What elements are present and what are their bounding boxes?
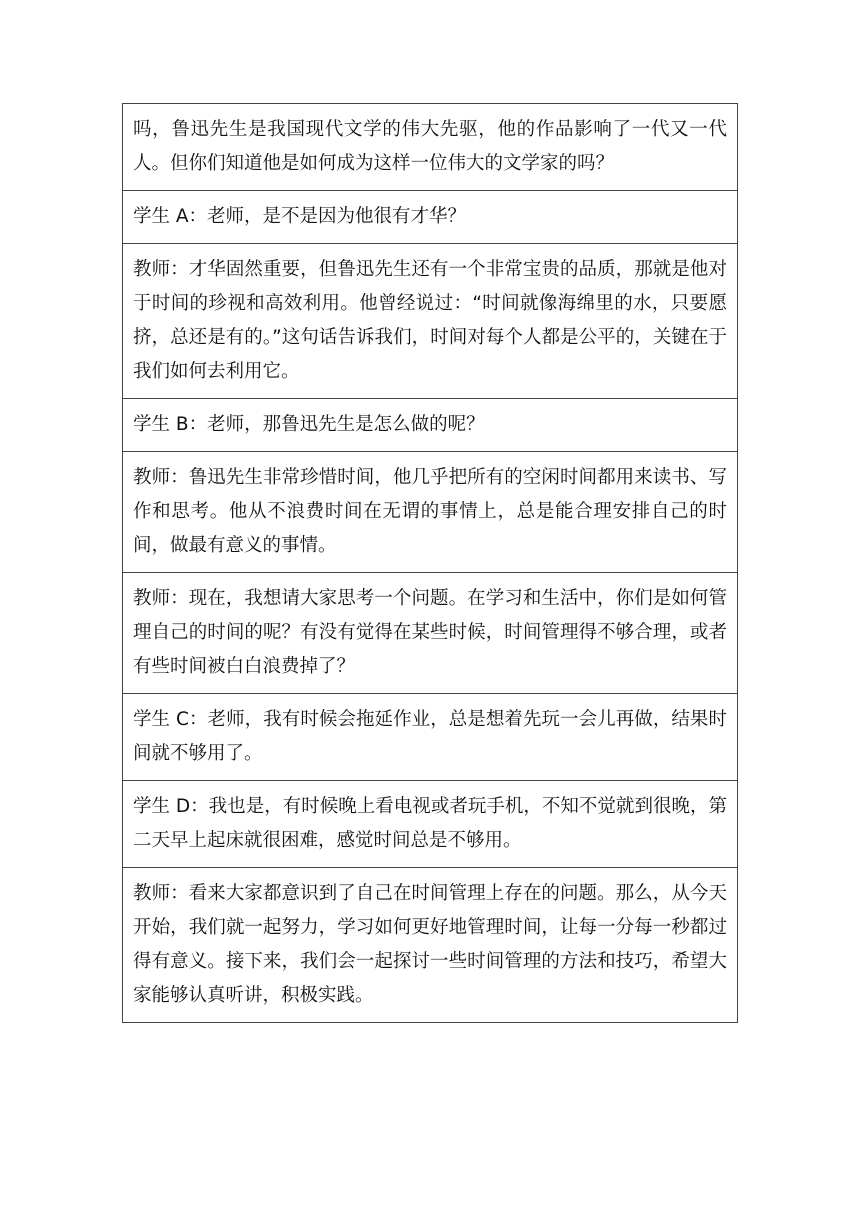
table-row: [123, 452, 738, 573]
dialogue-cell-student-a: 学生 A：老师，是不是因为他很有才华？: [123, 191, 738, 244]
dialogue-cell-student-b: 学生 B：老师，那鲁迅先生是怎么做的呢？: [123, 399, 738, 452]
dialogue-cell-teacher: 教师：现在，我想请大家思考一个问题。在学习和生活中，你们是如何管理自己的时间的呢？有没有觉得在某些时候，时间管理得不够合理，或者有些时间被白白浪费掉了？: [123, 573, 738, 694]
dialogue-cell-intro: 吗，鲁迅先生是我国现代文学的伟大先驱，他的作品影响了一代又一代人。但你们知道他是如何成为这样一位伟大的文学家的吗？: [123, 104, 738, 191]
dialogue-table: [122, 103, 738, 1023]
table-row: [123, 399, 738, 452]
dialogue-cell-teacher: 教师：看来大家都意识到了自己在时间管理上存在的问题。那么，从今天开始，我们就一起努力，学习如何更好地管理时间，让每一分每一秒都过得有意义。接下来，我们会一起探讨一些时间管理的方法和技巧，希望大家能够认真听讲，积极实践。: [123, 868, 738, 1023]
table-row: [123, 573, 738, 694]
table-row: [123, 244, 738, 399]
table-row: [123, 104, 738, 191]
dialogue-cell-teacher: 教师：才华固然重要，但鲁迅先生还有一个非常宝贵的品质，那就是他对于时间的珍视和高效利用。他曾经说过：“时间就像海绵里的水，只要愿挤，总还是有的。”这句话告诉我们，时间对每个人都是公平的，关键在于我们如何去利用它。: [123, 244, 738, 399]
dialogue-cell-student-d: 学生 D：我也是，有时候晚上看电视或者玩手机，不知不觉就到很晚，第二天早上起床就很困难，感觉时间总是不够用。: [123, 781, 738, 868]
table-row: [123, 694, 738, 781]
table-row: [123, 781, 738, 868]
table-row: [123, 868, 738, 1023]
dialogue-table-wrapper: [122, 103, 738, 1023]
dialogue-cell-student-c: 学生 C：老师，我有时候会拖延作业，总是想着先玩一会儿再做，结果时间就不够用了。: [123, 694, 738, 781]
dialogue-cell-teacher: 教师：鲁迅先生非常珍惜时间，他几乎把所有的空闲时间都用来读书、写作和思考。他从不浪费时间在无谓的事情上，总是能合理安排自己的时间，做最有意义的事情。: [123, 452, 738, 573]
table-row: [123, 191, 738, 244]
